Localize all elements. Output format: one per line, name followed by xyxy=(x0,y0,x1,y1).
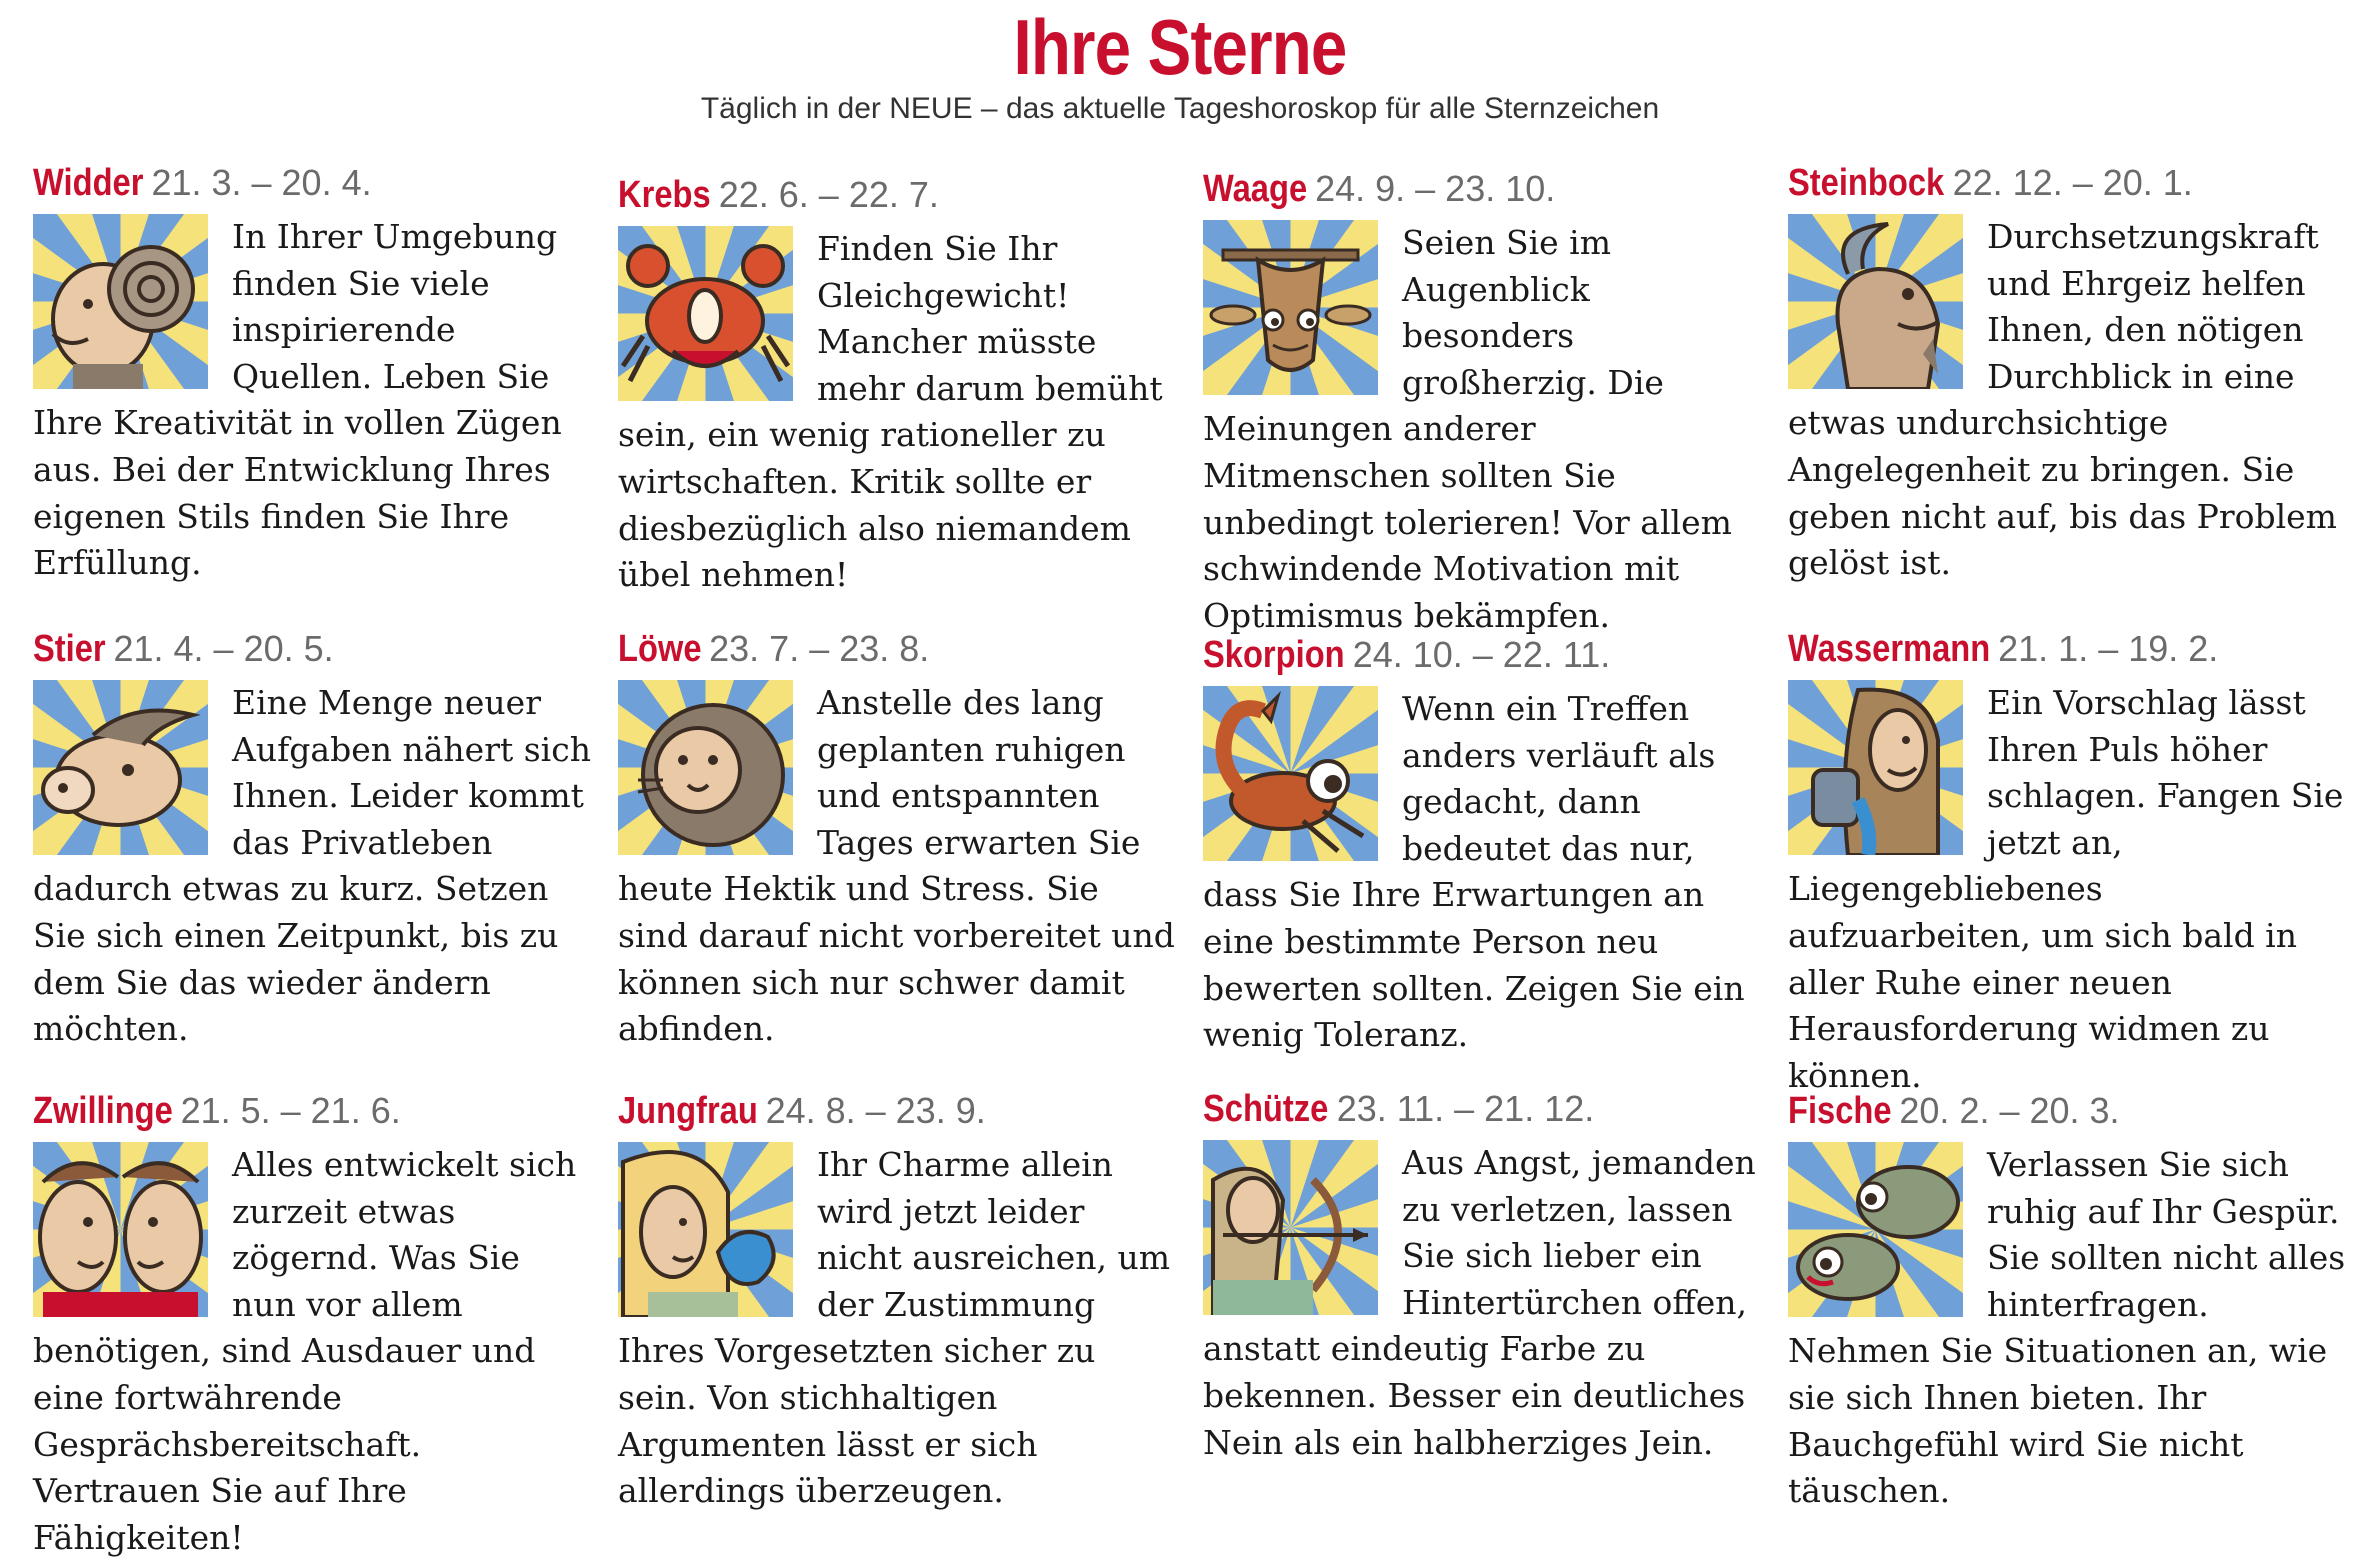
sign-dates: 21. 1. – 19. 2. xyxy=(1998,628,2219,669)
sign-name: Wassermann xyxy=(1788,628,1991,670)
sign-dates: 21. 5. – 21. 6. xyxy=(180,1090,401,1131)
capricorn-goat-icon xyxy=(1788,214,1963,389)
sign-header xyxy=(33,626,593,672)
sign-dates: 23. 11. – 21. 12. xyxy=(1336,1088,1595,1129)
scorpion-icon xyxy=(1203,686,1378,861)
sign-dates: 24. 10. – 22. 11. xyxy=(1352,634,1611,675)
sign-text: Seien Sie im Augenblick besonders großherzig. Die Meinungen anderer Mitmenschen sollten Sie unbedingt tolerieren! Vor allem schwindende Motivation mit Optimismus bekämpfen. xyxy=(1203,223,1732,635)
sign-name: Stier xyxy=(33,628,106,670)
sign-name: Widder xyxy=(33,162,144,204)
sign-text: Anstelle des lang geplanten ruhigen und entspannten Tages erwarten Sie heute Hektik und Stress. Sie sind darauf nicht vorbereitet und können sich nur schwer damit abfinden. xyxy=(618,683,1175,1049)
horoscope-schuetze xyxy=(1203,1086,1763,1526)
sign-dates: 24. 9. – 23. 10. xyxy=(1315,168,1556,209)
sign-text: Finden Sie Ihr Gleichgewicht! Mancher müsste mehr darum bemüht sein, ein wenig rationeller zu wirtschaften. Kritik sollte er diesbezüglich also niemandem übel nehmen! xyxy=(618,229,1163,595)
sign-name: Krebs xyxy=(618,174,711,216)
sign-header xyxy=(618,626,1178,672)
sign-name: Skorpion xyxy=(1203,634,1345,676)
sign-name: Schütze xyxy=(1203,1088,1329,1130)
lion-icon xyxy=(618,680,793,855)
horoscope-steinbock xyxy=(1788,160,2348,600)
sign-header xyxy=(33,1088,593,1134)
sign-header xyxy=(1203,166,1763,212)
horoscope-waage xyxy=(1203,166,1763,635)
horoscope-zwillinge xyxy=(33,1088,593,1557)
sign-text: Aus Angst, jemanden zu verletzen, lassen Sie sich lieber ein Hintertürchen offen, anstatt eindeutig Farbe zu bekennen. Besser ein deutliches Nein als ein halbherziges Jein. xyxy=(1203,1143,1756,1462)
sign-name: Löwe xyxy=(618,628,702,670)
horoscope-krebs xyxy=(618,172,1178,612)
sign-name: Steinbock xyxy=(1788,162,1945,204)
sign-text: Ein Vorschlag lässt Ihren Puls höher schlagen. Fangen Sie jetzt an, Liegengebliebenes aufzuarbeiten, um sich bald in aller Ruhe einer neuen Herausforderung widmen zu können. xyxy=(1788,683,2344,1095)
archer-icon xyxy=(1203,1140,1378,1315)
sign-name: Zwillinge xyxy=(33,1090,173,1132)
sign-dates: 23. 7. – 23. 8. xyxy=(709,628,930,669)
sign-header xyxy=(1788,626,2348,672)
horoscope-stier xyxy=(33,626,593,1066)
sign-text: Eine Menge neuer Aufgaben nähert sich Ihnen. Leider kommt das Privatleben dadurch etwas zu kurz. Setzen Sie sich einen Zeitpunkt, bis zu dem Sie das wieder ändern möchten. xyxy=(33,683,591,1049)
horoscope-fische xyxy=(1788,1088,2348,1528)
scales-icon xyxy=(1203,220,1378,395)
horoscope-widder xyxy=(33,160,593,600)
horoscope-skorpion xyxy=(1203,632,1763,1072)
bull-icon xyxy=(33,680,208,855)
sign-text: In Ihrer Umgebung finden Sie viele inspirierende Quellen. Leben Sie Ihre Kreativität in vollen Zügen aus. Bei der Entwicklung Ihres eigenen Stils finden Sie Ihre Erfüllung. xyxy=(33,217,562,583)
water-bearer-icon xyxy=(1788,680,1963,855)
sign-header xyxy=(1788,160,2348,206)
sign-text: Wenn ein Treffen anders verläuft als gedacht, dann bedeutet das nur, dass Sie Ihre Erwartungen an eine bestimmte Person neu bewerten sollten. Zeigen Sie ein wenig Toleranz. xyxy=(1203,689,1745,1055)
twins-icon xyxy=(33,1142,208,1317)
sign-name: Jungfrau xyxy=(618,1090,758,1132)
sign-name: Waage xyxy=(1203,168,1308,210)
sign-name: Fische xyxy=(1788,1090,1892,1132)
fish-icon xyxy=(1788,1142,1963,1317)
sign-text: Durchsetzungskraft und Ehrgeiz helfen Ihnen, den nötigen Durchblick in eine etwas undurchsichtige Angelegenheit zu bringen. Sie geben nicht auf, bis das Problem gelöst ist. xyxy=(1788,217,2337,583)
horoscope-wassermann xyxy=(1788,626,2348,1095)
sign-header xyxy=(1203,632,1763,678)
sign-dates: 22. 12. – 20. 1. xyxy=(1952,162,2193,203)
sign-header xyxy=(618,172,1178,218)
sign-header xyxy=(1203,1086,1763,1132)
sign-header xyxy=(618,1088,1178,1134)
sign-dates: 24. 8. – 23. 9. xyxy=(765,1090,986,1131)
virgin-icon xyxy=(618,1142,793,1317)
sign-dates: 21. 3. – 20. 4. xyxy=(151,162,372,203)
sign-header xyxy=(33,160,593,206)
sign-text: Ihr Charme allein wird jetzt leider nicht ausreichen, um der Zustimmung Ihres Vorgesetzten sicher zu sein. Von stichhaltigen Argumenten lässt er sich allerdings überzeugen. xyxy=(618,1145,1171,1511)
sign-text: Verlassen Sie sich ruhig auf Ihr Gespür. Sie sollten nicht alles hinterfragen. Nehmen Sie Situationen an, wie sie sich Ihnen bieten. Ihr Bauchgefühl wird Sie nicht täuschen. xyxy=(1788,1145,2346,1511)
sign-dates: 22. 6. – 22. 7. xyxy=(718,174,939,215)
ram-icon xyxy=(33,214,208,389)
page-title: Ihre Sterne xyxy=(1013,3,1347,91)
horoscope-jungfrau xyxy=(618,1088,1178,1528)
crab-icon xyxy=(618,226,793,401)
sign-header xyxy=(1788,1088,2348,1134)
sign-text: Alles entwickelt sich zurzeit etwas zögernd. Was Sie nun vor allem benötigen, sind Ausdauer und eine fortwährende Gesprächsbereitschaft. Vertrauen Sie auf Ihre Fähigkeiten! xyxy=(33,1145,577,1557)
sign-dates: 20. 2. – 20. 3. xyxy=(1899,1090,2120,1131)
page-subtitle: Täglich in der NEUE – das aktuelle Tageshoroskop für alle Sternzeichen xyxy=(700,92,1660,125)
horoscope-loewe xyxy=(618,626,1178,1066)
sign-dates: 21. 4. – 20. 5. xyxy=(113,628,334,669)
